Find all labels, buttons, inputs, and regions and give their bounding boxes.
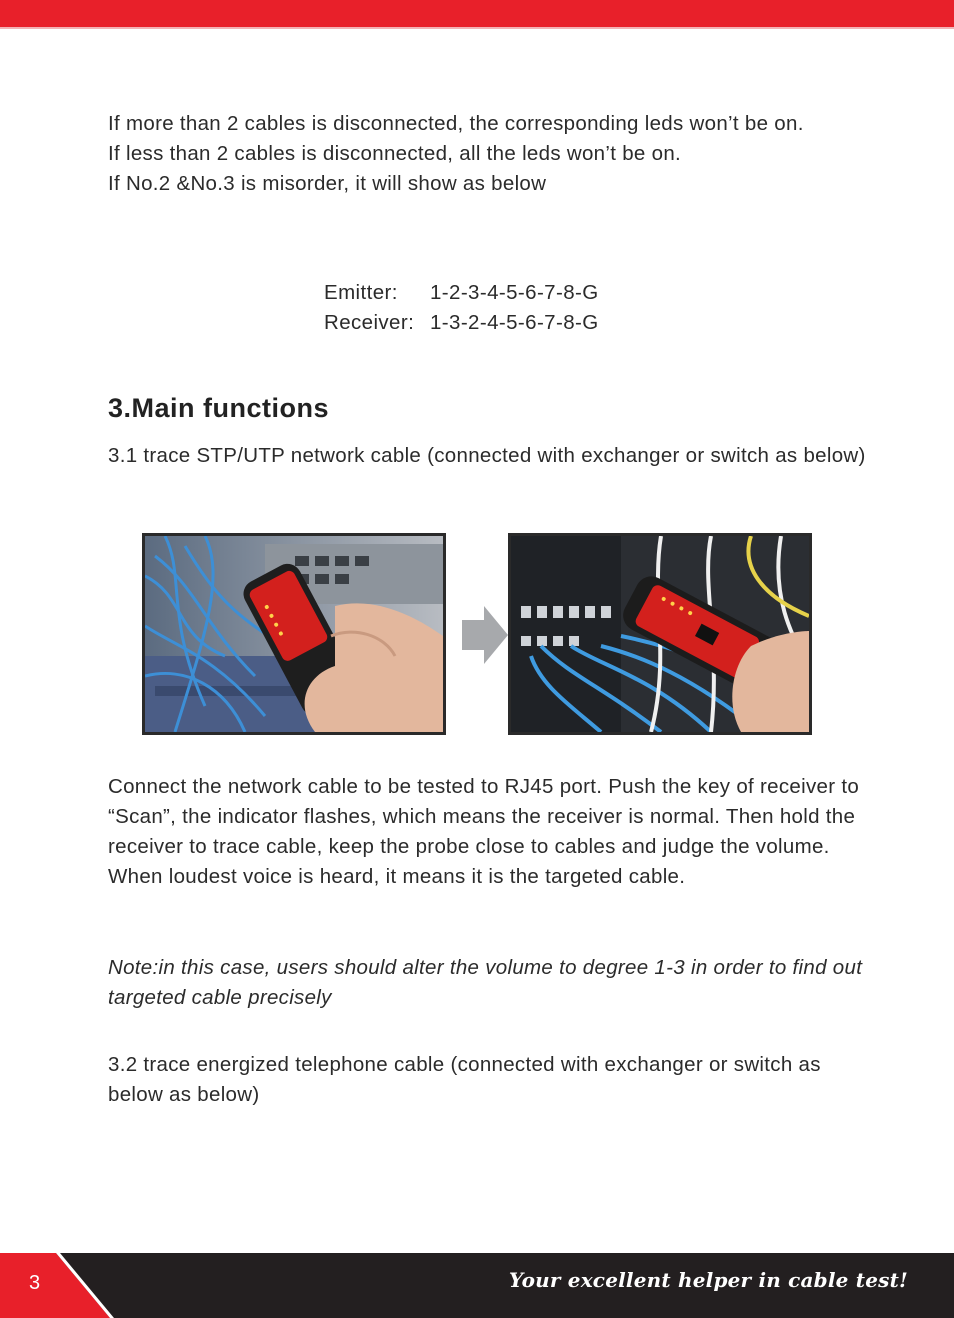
- header-red-bar: [0, 0, 954, 27]
- intro-text: [108, 109, 868, 199]
- subsection-3-1: [108, 441, 868, 471]
- photo-patch-panel-tracing: [508, 533, 812, 735]
- body-paragraph-1: Connect the network cable to be tested to RJ45 port. Push the key of receiver to “Scan”, the indicator flashes, which means the receiver is normal. Then hold the receiver to trace cable, keep the probe close to cables and judge the volume.: [108, 775, 860, 858]
- arrow-right-icon: [462, 606, 508, 664]
- page-number: 3: [29, 1272, 41, 1294]
- intro-line-3: If No.2 &No.3 is misorder, it will show as below: [108, 172, 547, 195]
- emitter-value: 1-2-3-4-5-6-7-8-G: [430, 281, 599, 304]
- photo-network-tracing: [142, 533, 446, 735]
- intro-line-2: If less than 2 cables is disconnected, all the leds won’t be on.: [108, 142, 682, 165]
- subsection-3-2-title: 3.2 trace energized telephone cable (connected with exchanger or switch as below as below): [108, 1053, 821, 1106]
- emitter-row: [324, 278, 599, 308]
- footer-tagline: Your excellent helper in cable test!: [508, 1268, 908, 1292]
- receiver-label: Receiver:: [324, 311, 415, 334]
- body-text: [108, 772, 868, 892]
- intro-line-1: If more than 2 cables is disconnected, the corresponding leds won’t be on.: [108, 112, 804, 135]
- section-heading: 3.Main functions: [108, 393, 330, 423]
- body-paragraph-2: When loudest voice is heard, it means it is the targeted cable.: [108, 865, 686, 888]
- receiver-row: [324, 308, 599, 338]
- emitter-label: Emitter:: [324, 281, 398, 304]
- receiver-value: 1-3-2-4-5-6-7-8-G: [430, 311, 599, 334]
- wire-mapping: [324, 278, 599, 338]
- note-text: Note:in this case, users should alter the volume to degree 1-3 in order to find out targeted cable precisely: [108, 956, 863, 1009]
- header-divider: [0, 27, 954, 29]
- subsection-3-1-title: 3.1 trace STP/UTP network cable (connected with exchanger or switch as below): [108, 444, 866, 467]
